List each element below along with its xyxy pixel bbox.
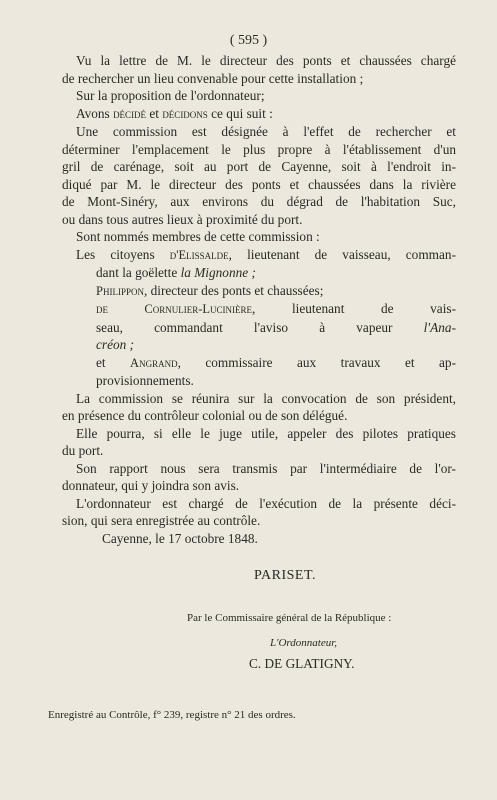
text-line: déterminer l'emplacement le plus propre à l'établissement d'un: [62, 141, 456, 157]
text-line: L'ordonnateur est chargé de l'exécution de la présente déci-: [76, 495, 456, 511]
text-line: et Angrand, commissaire aux travaux et ap-: [96, 354, 456, 370]
text-line: dant la goëlette la Mignonne ;: [96, 265, 256, 280]
text-line: gril de carénage, soit au port de Cayenne, soit à l'endroit in-: [62, 159, 456, 174]
text-line: La commission se réunira sur la convocation de son président,: [76, 390, 456, 406]
decree-body: [62, 52, 456, 547]
text-line: créon ;: [96, 337, 135, 352]
text-line: donnateur, qui y joindra son avis.: [62, 478, 240, 493]
signature-glatigny: C. DE GLATIGNY.: [249, 656, 355, 671]
text-line: Avons décidé et décidons ce qui suit :: [76, 105, 273, 121]
text-line: Elle pourra, si elle le juge utile, appeler des pilotes pratiques: [76, 425, 456, 441]
text-line: provisionnements.: [96, 373, 194, 388]
signature-pariset: PARISET.: [254, 568, 316, 583]
text-line: Sont nommés membres de cette commission :: [76, 229, 320, 244]
text-line: seau, commandant l'aviso à vapeur l'Ana-: [96, 319, 456, 335]
text-line: Son rapport nous sera transmis par l'intermédiaire de l'or-: [76, 460, 456, 476]
page-number: ( 595 ): [229, 33, 268, 48]
text-line: de Mont-Sinéry, aux environs du dégrad de l'habitation Suc,: [62, 194, 456, 209]
text-line: Vu la lettre de M. le directeur des ponts et chaussées chargé: [76, 53, 456, 68]
text-line: Les citoyens d'Elissalde, lieutenant de vaisseau, comman-: [76, 246, 456, 262]
text-line: Sur la proposition de l'ordonnateur;: [76, 88, 265, 103]
date-line: Cayenne, le 17 octobre 1848.: [102, 530, 258, 546]
text-line: de rechercher un lieu convenable pour cette installation ;: [62, 70, 364, 86]
registration-note: Enregistré au Contrôle, f° 239, registre n° 21 des ordres.: [48, 709, 296, 721]
text-line: diqué par M. le directeur des ponts et chaussées dans la rivière: [62, 176, 456, 192]
signature-intro: Par le Commissaire général de la République :: [187, 612, 392, 624]
text-line: sion, qui sera enregistrée au contrôle.: [62, 513, 261, 528]
text-line: ou dans tous autres lieux à proximité du port.: [62, 211, 303, 227]
text-line: de Cornulier-Lucinière, lieutenant de vais-: [96, 301, 456, 316]
text-line: en présence du contrôleur colonial ou de son délégué.: [62, 408, 348, 423]
text-line: du port.: [62, 443, 104, 458]
text-line: Une commission est désignée à l'effet de rechercher et: [76, 124, 456, 139]
text-line: Philippon, directeur des ponts et chaussées;: [96, 282, 324, 298]
signature-title: L'Ordonnateur,: [270, 637, 338, 649]
